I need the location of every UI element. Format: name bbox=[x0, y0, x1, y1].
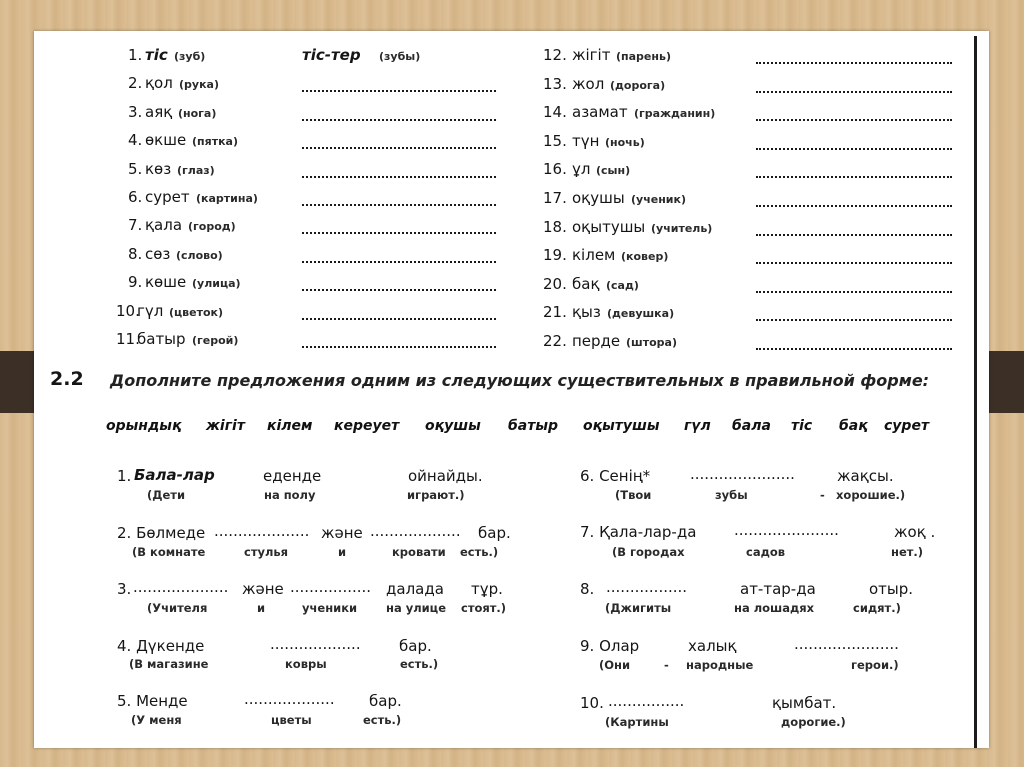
sentence-7-start: 7. Қала-лар-да bbox=[580, 523, 697, 541]
sentence-9-translation: народные bbox=[686, 658, 754, 672]
item-translation: (гражданин) bbox=[634, 107, 716, 121]
item-word: тіс bbox=[145, 46, 168, 64]
answer-blank[interactable] bbox=[756, 348, 952, 350]
sentence-8-word: ат-тар-да bbox=[740, 580, 816, 598]
answer-blank[interactable] bbox=[302, 176, 496, 178]
item-word: көше bbox=[145, 273, 187, 292]
item-number: 21. bbox=[543, 303, 567, 322]
exercise-instruction: Дополните предложения одним из следующих существительных в правильной форме: bbox=[110, 371, 930, 390]
answer-blank[interactable] bbox=[756, 148, 952, 150]
exercise-number: 2.2 bbox=[50, 368, 84, 390]
item-number: 12. bbox=[543, 46, 567, 64]
sentence-3-translation: ученики bbox=[302, 601, 358, 615]
sentence-1-translation: (Дети bbox=[147, 488, 186, 502]
sentence-6-start: 6. Сенің* bbox=[580, 467, 651, 485]
sentence-4-translation: ковры bbox=[285, 657, 327, 671]
item-translation: (дорога) bbox=[610, 78, 666, 92]
sentence-5-translation: цветы bbox=[271, 713, 312, 727]
blank-field[interactable]: .................... bbox=[214, 522, 310, 540]
sentence-3-translation: и bbox=[257, 601, 266, 615]
sentence-10-translation: дорогие.) bbox=[781, 715, 846, 729]
sentence-2-start: 2. Бөлмеде bbox=[117, 524, 206, 542]
sentence-3-translation: (Учителя bbox=[147, 601, 208, 615]
item-word: қала bbox=[145, 216, 183, 235]
sentence-8-translation: (Джигиты bbox=[605, 601, 672, 615]
item-word: жол bbox=[572, 74, 605, 93]
blank-field[interactable]: ...................... bbox=[734, 521, 839, 539]
sentence-7-word: жоқ . bbox=[894, 523, 936, 541]
example-answer-translation: (зубы) bbox=[379, 50, 421, 63]
item-number: 4. bbox=[128, 131, 143, 150]
sentence-5-word: бар. bbox=[369, 692, 402, 710]
item-translation: (ученик) bbox=[631, 193, 687, 206]
word-bank-item: оқытушы bbox=[583, 418, 660, 434]
blank-field[interactable]: .................... bbox=[133, 578, 229, 596]
answer-blank[interactable] bbox=[756, 205, 952, 207]
word-bank-item: оқушы bbox=[425, 418, 481, 434]
sentence-7-translation: (В городах bbox=[612, 545, 685, 559]
sentence-2-translation: стулья bbox=[244, 545, 289, 559]
item-word: перде bbox=[572, 332, 621, 350]
sentence-7-translation: нет.) bbox=[891, 545, 924, 559]
item-word: бақ bbox=[572, 274, 600, 293]
item-number: 3. bbox=[128, 102, 143, 121]
sentence-9-translation: - bbox=[664, 658, 669, 672]
answer-blank[interactable] bbox=[756, 91, 952, 93]
answer-blank[interactable] bbox=[302, 289, 496, 291]
item-word: оқушы bbox=[572, 189, 625, 207]
answer-blank[interactable] bbox=[302, 90, 496, 92]
example-answer: тіс-тер bbox=[302, 46, 361, 64]
word-bank-item: тіс bbox=[791, 418, 813, 434]
item-translation: (парень) bbox=[616, 50, 671, 63]
item-translation: (сад) bbox=[606, 278, 639, 292]
item-number: 13. bbox=[543, 74, 567, 93]
item-translation: (город) bbox=[188, 220, 236, 234]
answer-blank[interactable] bbox=[302, 204, 496, 206]
answer-blank[interactable] bbox=[756, 291, 952, 293]
sentence-2-translation: есть.) bbox=[460, 545, 499, 559]
answer-blank[interactable] bbox=[302, 261, 496, 263]
sentence-6-word: жақсы. bbox=[837, 467, 894, 485]
word-bank-item: кілем bbox=[267, 418, 313, 434]
answer-blank[interactable] bbox=[302, 346, 496, 348]
sentence-2-translation: кровати bbox=[392, 545, 446, 559]
item-word: жігіт bbox=[572, 46, 611, 64]
blank-field[interactable]: ...................... bbox=[794, 635, 899, 653]
sentence-2-word: бар. bbox=[478, 524, 511, 542]
blank-field[interactable]: ................. bbox=[290, 578, 372, 596]
sentence-10-word: қымбат. bbox=[772, 694, 837, 712]
sentence-8-translation: на лошадях bbox=[734, 601, 815, 615]
item-number: 2. bbox=[128, 74, 143, 93]
word-bank-item: сурет bbox=[884, 418, 930, 434]
worksheet-page bbox=[34, 31, 989, 748]
item-translation: (учитель) bbox=[651, 221, 713, 235]
sentence-1-translation: играют.) bbox=[407, 488, 465, 502]
sentence-4-translation: (В магазине bbox=[129, 657, 209, 671]
item-number: 19. bbox=[543, 246, 567, 265]
answer-blank[interactable] bbox=[302, 119, 496, 121]
item-number: 22. bbox=[543, 332, 567, 350]
item-translation: (зуб) bbox=[174, 50, 206, 63]
sentence-10-start: 10. bbox=[580, 694, 604, 712]
item-translation: (девушка) bbox=[607, 307, 675, 321]
item-word: қыз bbox=[572, 303, 601, 322]
sentence-2-translation: (В комнате bbox=[132, 545, 206, 559]
answer-blank[interactable] bbox=[302, 318, 496, 320]
item-number: 10. bbox=[116, 301, 140, 320]
answer-blank[interactable] bbox=[756, 119, 952, 121]
item-translation: (рука) bbox=[179, 78, 219, 92]
word-bank-item: жігіт bbox=[206, 418, 245, 434]
blank-field[interactable]: ................. bbox=[606, 578, 688, 596]
item-translation: (герой) bbox=[192, 334, 239, 347]
blank-field[interactable]: ...................... bbox=[690, 465, 795, 483]
word-bank-item: гүл bbox=[684, 418, 711, 434]
sentence-9-translation: герои.) bbox=[851, 658, 899, 672]
word-bank-item: кереует bbox=[334, 418, 400, 434]
item-word: батыр bbox=[137, 330, 186, 348]
item-translation: (ночь) bbox=[605, 135, 645, 149]
item-number: 14. bbox=[543, 103, 567, 122]
item-word: гүл bbox=[137, 301, 164, 320]
sentence-8-start: 8. bbox=[580, 580, 595, 598]
sentence-4-word: бар. bbox=[399, 637, 432, 655]
sentence-5-translation: есть.) bbox=[363, 713, 402, 727]
item-number: 1. bbox=[128, 46, 143, 64]
word-bank-item: бақ bbox=[839, 418, 868, 434]
sentence-5-start: 5. Менде bbox=[117, 692, 188, 710]
sentence-8-word: отыр. bbox=[869, 580, 914, 598]
answer-blank[interactable] bbox=[756, 176, 952, 178]
sentence-2-word: және bbox=[321, 524, 363, 542]
sentence-1-number: 1. bbox=[117, 467, 132, 485]
item-number: 20. bbox=[543, 274, 567, 293]
item-word: сөз bbox=[145, 244, 171, 263]
item-number: 8. bbox=[128, 244, 143, 263]
item-word: кілем bbox=[572, 246, 616, 265]
item-translation: (нога) bbox=[178, 106, 217, 120]
item-word: азамат bbox=[572, 103, 628, 122]
sentence-2-translation: и bbox=[338, 545, 347, 559]
item-translation: (глаз) bbox=[177, 163, 215, 177]
answer-blank[interactable] bbox=[756, 262, 952, 264]
item-translation: (пятка) bbox=[192, 135, 238, 149]
item-translation: (картина) bbox=[196, 192, 258, 205]
sentence-1-translation: на полу bbox=[264, 488, 316, 502]
sentence-6-translation: (Твои bbox=[615, 488, 652, 502]
item-number: 17. bbox=[543, 189, 567, 207]
item-word: оқытушы bbox=[572, 217, 646, 236]
item-word: сурет bbox=[145, 188, 190, 206]
word-bank-item: орындық bbox=[106, 418, 182, 434]
word-bank-item: батыр bbox=[508, 418, 559, 434]
sentence-9-word: халық bbox=[688, 637, 737, 655]
sentence-8-translation: сидят.) bbox=[853, 601, 901, 615]
item-translation: (цветок) bbox=[169, 305, 224, 319]
answer-blank[interactable] bbox=[756, 62, 952, 64]
answer-blank[interactable] bbox=[302, 147, 496, 149]
item-number: 7. bbox=[128, 216, 143, 235]
blank-field[interactable]: ................... bbox=[270, 635, 361, 653]
sentence-7-translation: садов bbox=[746, 545, 786, 559]
item-translation: (штора) bbox=[626, 336, 677, 349]
page-edge-line bbox=[974, 36, 977, 748]
sentence-3-word: далада bbox=[386, 580, 444, 598]
item-number: 6. bbox=[128, 188, 143, 206]
item-word: түн bbox=[572, 131, 600, 150]
item-number: 15. bbox=[543, 131, 567, 150]
item-word: қол bbox=[145, 74, 173, 93]
sentence-3-word: және bbox=[242, 580, 284, 598]
item-number: 16. bbox=[543, 160, 567, 179]
sentence-3-start: 3. bbox=[117, 580, 132, 598]
item-number: 5. bbox=[128, 159, 143, 178]
sentence-1-word: ойнайды. bbox=[408, 467, 483, 485]
answer-blank[interactable] bbox=[756, 319, 952, 321]
item-translation: (улица) bbox=[192, 277, 241, 291]
sentence-10-translation: (Картины bbox=[605, 715, 669, 729]
item-translation: (сын) bbox=[596, 164, 631, 178]
item-word: ұл bbox=[572, 160, 591, 179]
item-word: аяқ bbox=[145, 102, 173, 121]
sentence-4-translation: есть.) bbox=[400, 657, 439, 671]
sentence-9-translation: (Они bbox=[599, 658, 631, 672]
sentence-3-translation: стоят.) bbox=[461, 601, 507, 615]
answer-blank[interactable] bbox=[756, 234, 952, 236]
item-number: 9. bbox=[128, 273, 143, 292]
sentence-1-word: еденде bbox=[263, 467, 322, 485]
blank-field[interactable]: ................... bbox=[370, 522, 461, 540]
sentence-6-translation: хорошие.) bbox=[836, 488, 906, 502]
item-translation: (слово) bbox=[176, 248, 223, 262]
item-number: 11. bbox=[116, 330, 140, 348]
sentence-9-start: 9. Олар bbox=[580, 637, 640, 655]
sentence-6-translation: зубы bbox=[715, 488, 748, 502]
blank-field[interactable]: ................ bbox=[608, 692, 685, 710]
sentence-6-translation: - bbox=[820, 488, 825, 502]
sentence-4-start: 4. Дүкенде bbox=[117, 637, 205, 655]
answer-blank[interactable] bbox=[302, 232, 496, 234]
sentence-1-answer: Бала-лар bbox=[134, 466, 215, 484]
item-word: өкше bbox=[145, 131, 187, 150]
sentence-3-word: тұр. bbox=[471, 580, 503, 598]
blank-field[interactable]: ................... bbox=[244, 690, 335, 708]
item-number: 18. bbox=[543, 217, 567, 236]
item-translation: (ковер) bbox=[621, 250, 669, 264]
item-word: көз bbox=[145, 159, 172, 178]
sentence-3-translation: на улице bbox=[386, 601, 447, 615]
word-bank-item: бала bbox=[732, 418, 771, 434]
sentence-5-translation: (У меня bbox=[131, 713, 182, 727]
